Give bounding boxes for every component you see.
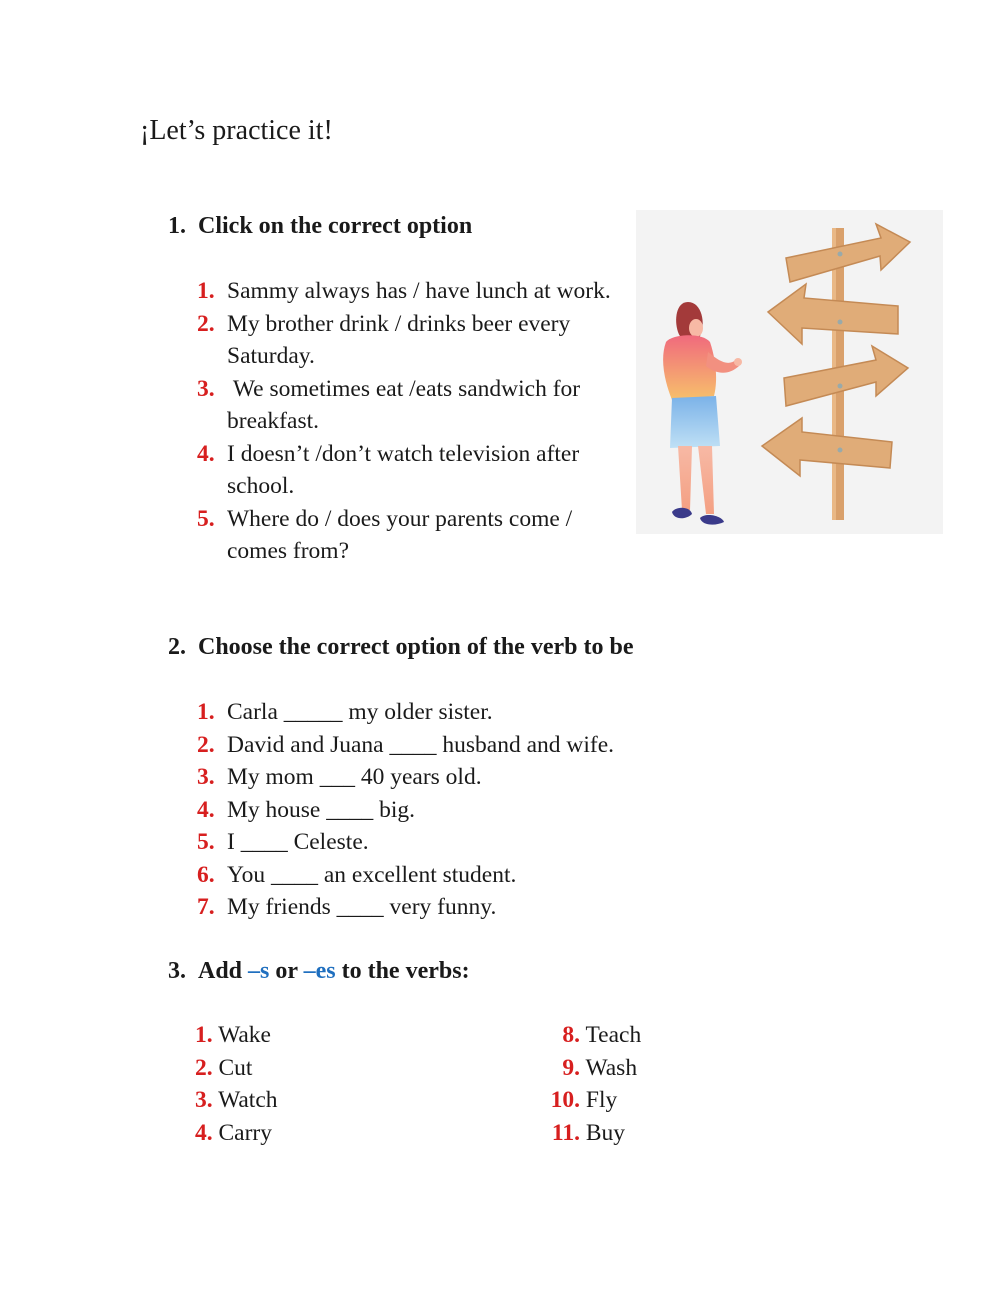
verb-word: Wash bbox=[585, 1054, 638, 1081]
item-text: My brother drink / drinks beer every Saturday. bbox=[227, 310, 571, 369]
section-3-title-pre: Add bbox=[198, 958, 249, 984]
verb-item-right[interactable] bbox=[550, 1052, 650, 1085]
list-item[interactable] bbox=[197, 826, 747, 859]
section-3-title-or: or bbox=[269, 958, 304, 984]
list-item[interactable] bbox=[197, 891, 747, 924]
list-item[interactable] bbox=[197, 761, 747, 794]
verb-word: Teach bbox=[585, 1022, 642, 1048]
verb-word: Watch bbox=[218, 1087, 278, 1113]
item-number: 2. bbox=[197, 310, 215, 337]
item-text: My house ____ big. bbox=[227, 796, 415, 823]
verb-row bbox=[195, 1084, 675, 1117]
section-3-heading bbox=[168, 955, 470, 987]
suffix-s: –s bbox=[248, 958, 270, 984]
item-number: 1. bbox=[195, 1022, 213, 1048]
item-number: 3. bbox=[197, 764, 215, 790]
verb-grid bbox=[195, 1019, 675, 1149]
verb-row bbox=[195, 1019, 675, 1052]
item-text: You ____ an excellent student. bbox=[227, 861, 517, 888]
section-1-heading bbox=[168, 210, 473, 242]
item-number: 2. bbox=[195, 1054, 213, 1081]
verb-word: Wake bbox=[218, 1022, 271, 1048]
item-text: My friends ____ very funny. bbox=[227, 894, 497, 920]
section-2-list bbox=[197, 696, 747, 924]
section-3-number: 3. bbox=[168, 958, 186, 984]
verb-item-right[interactable] bbox=[550, 1117, 650, 1150]
verb-item-left[interactable] bbox=[195, 1120, 272, 1146]
section-1-title: Click on the correct option bbox=[198, 213, 473, 239]
verb-item-right[interactable] bbox=[550, 1084, 650, 1117]
item-number: 3. bbox=[195, 1087, 213, 1113]
signpost-illustration bbox=[636, 210, 943, 534]
item-number: 8. bbox=[562, 1022, 580, 1048]
verb-item-left[interactable] bbox=[195, 1022, 271, 1048]
item-text: Where do / does your parents come / comes from? bbox=[227, 505, 573, 564]
list-item[interactable] bbox=[197, 438, 637, 503]
verb-item-left[interactable] bbox=[195, 1087, 278, 1113]
list-item[interactable] bbox=[197, 794, 747, 827]
item-number: 7. bbox=[197, 894, 215, 920]
verb-item-left[interactable] bbox=[195, 1055, 252, 1081]
item-number: 1. bbox=[197, 699, 215, 725]
list-item[interactable] bbox=[197, 373, 637, 438]
suffix-es: –es bbox=[303, 958, 336, 984]
verb-word: Cut bbox=[218, 1054, 253, 1081]
item-number: 5. bbox=[197, 829, 215, 855]
verb-row bbox=[195, 1117, 675, 1150]
item-text: Sammy always has / have lunch at work. bbox=[227, 278, 611, 304]
verb-word: Fly bbox=[585, 1087, 618, 1113]
woman-signpost-image bbox=[636, 210, 943, 534]
item-number: 2. bbox=[197, 731, 215, 758]
section-2-heading bbox=[168, 631, 634, 663]
list-item[interactable] bbox=[197, 503, 637, 568]
item-text: I ____ Celeste. bbox=[227, 829, 369, 855]
item-number: 4. bbox=[195, 1119, 213, 1146]
section-2-title: Choose the correct option of the verb to be bbox=[198, 634, 634, 660]
item-number: 11. bbox=[551, 1119, 580, 1146]
section-1-list bbox=[197, 275, 637, 568]
section-1-number: 1. bbox=[168, 213, 186, 239]
item-number: 5. bbox=[197, 505, 215, 532]
item-number: 4. bbox=[197, 796, 215, 823]
item-number: 4. bbox=[197, 440, 215, 467]
verb-row bbox=[195, 1052, 675, 1085]
section-3-title-post: to the verbs: bbox=[335, 958, 470, 984]
item-text: I doesn’t /don’t watch television after school. bbox=[227, 440, 580, 499]
item-text: My mom ___ 40 years old. bbox=[227, 764, 482, 790]
list-item[interactable] bbox=[197, 696, 747, 729]
list-item[interactable] bbox=[197, 308, 637, 373]
item-text: David and Juana ____ husband and wife. bbox=[227, 731, 615, 758]
list-item[interactable] bbox=[197, 729, 747, 762]
list-item[interactable] bbox=[197, 859, 747, 892]
verb-word: Buy bbox=[585, 1119, 626, 1146]
verb-item-right[interactable] bbox=[550, 1019, 650, 1052]
list-item[interactable] bbox=[197, 275, 637, 308]
item-number: 3. bbox=[197, 375, 215, 402]
section-2-number: 2. bbox=[168, 634, 186, 660]
item-number: 6. bbox=[197, 861, 215, 888]
item-number: 1. bbox=[197, 278, 215, 304]
verb-word: Carry bbox=[218, 1119, 273, 1146]
item-number: 10. bbox=[550, 1087, 580, 1113]
item-text: Carla _____ my older sister. bbox=[227, 699, 493, 725]
item-text: We sometimes eat /eats sandwich for breakfast. bbox=[227, 375, 586, 434]
page-title: ¡Let’s practice it! bbox=[140, 115, 333, 146]
item-number: 9. bbox=[562, 1054, 580, 1081]
